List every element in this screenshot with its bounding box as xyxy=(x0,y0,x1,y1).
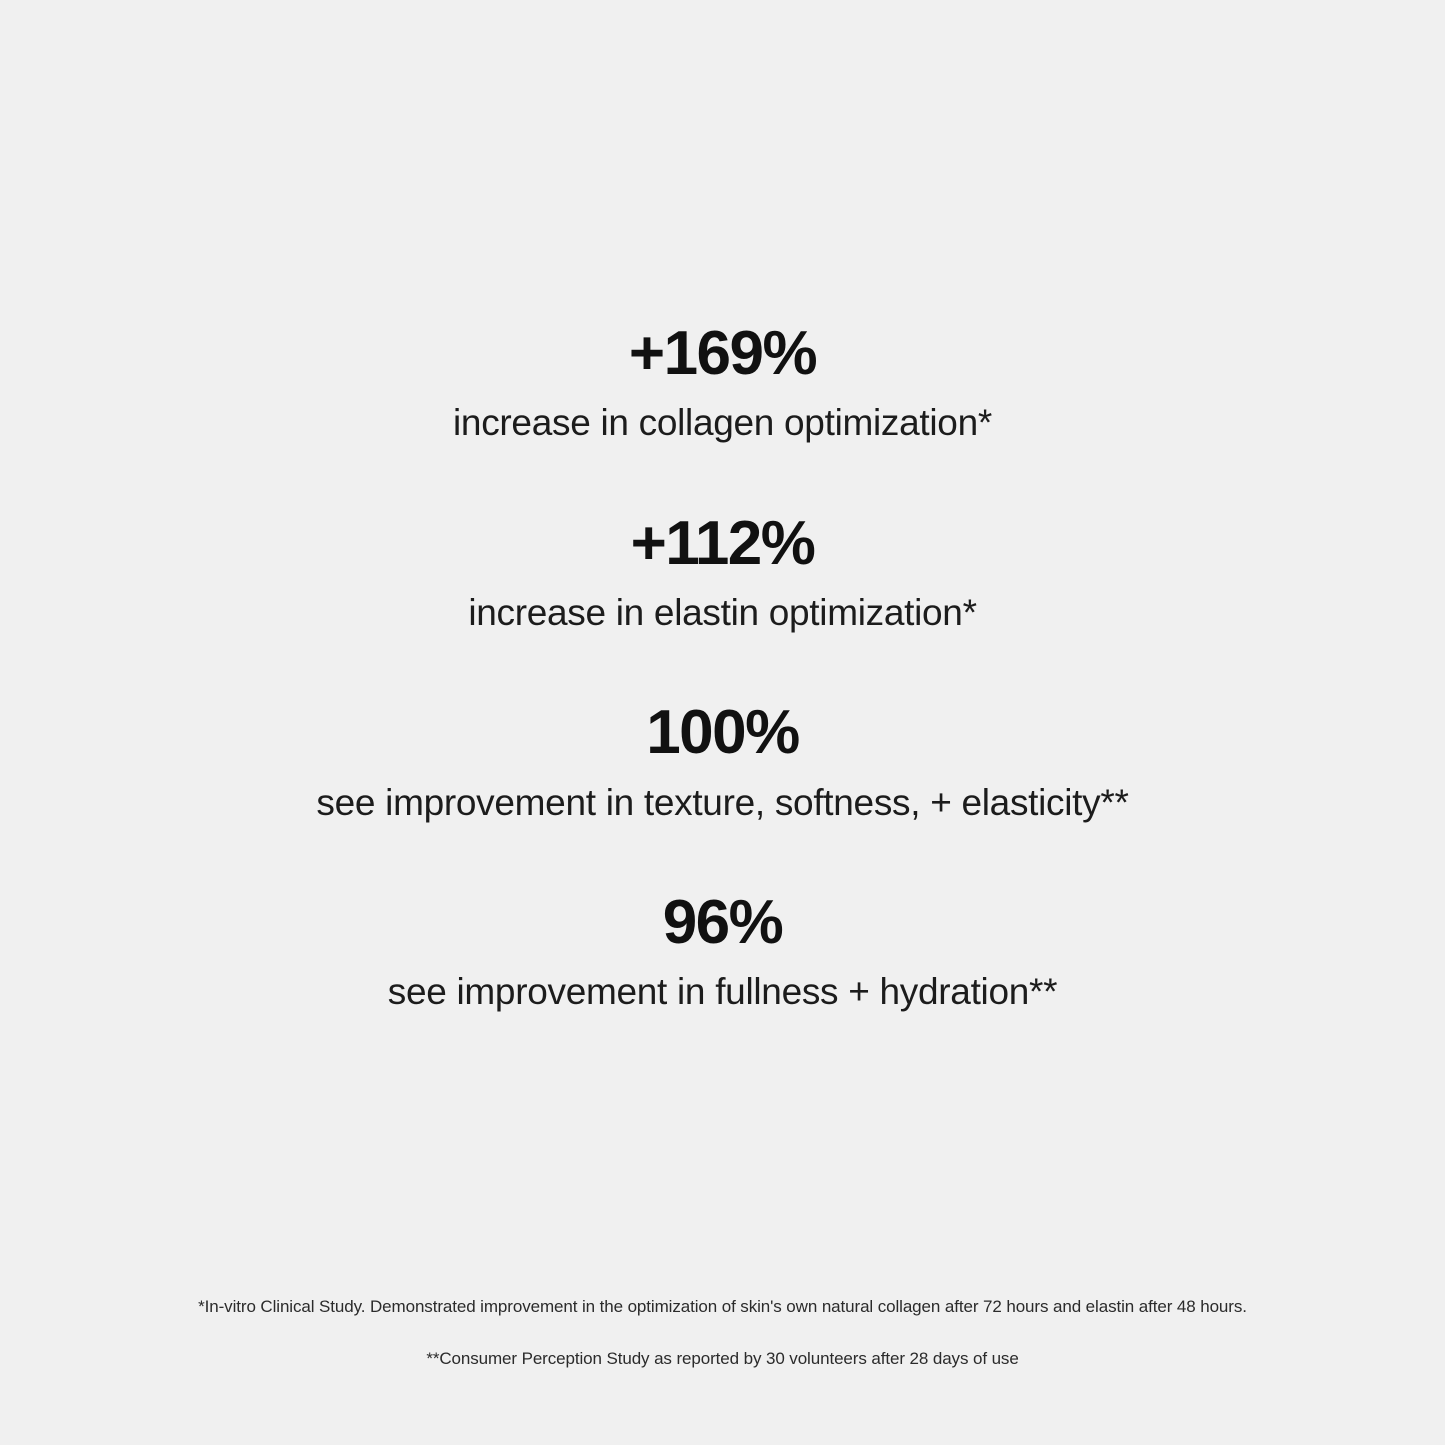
stat-value: 96% xyxy=(662,888,783,958)
stat-label: see improvement in texture, softness, + elasticity** xyxy=(316,781,1129,823)
stat-item-texture-softness-elasticity xyxy=(0,697,1445,825)
stat-item-elastin xyxy=(0,508,1445,636)
footnote-consumer-perception-study: **Consumer Perception Study as reported by 30 volunteers after 28 days of use xyxy=(426,1348,1019,1368)
footnotes xyxy=(0,1295,1445,1371)
stat-label: see improvement in fullness + hydration** xyxy=(387,971,1058,1013)
stat-value: +112% xyxy=(630,508,815,578)
stats-list xyxy=(0,318,1445,1015)
stat-value: +169% xyxy=(628,319,817,388)
stat-item-collagen xyxy=(0,318,1445,446)
footnote-in-vitro-study: *In-vitro Clinical Study. Demonstrated improvement in the optimization of skin's own natural collagen after 72 hours and elastin after 48 hours. xyxy=(198,1297,1247,1316)
stat-value: 100% xyxy=(646,698,799,768)
stat-label: increase in collagen optimization* xyxy=(453,402,992,444)
stat-label: increase in elastin optimization* xyxy=(468,591,977,633)
stat-item-fullness-hydration xyxy=(0,887,1445,1015)
